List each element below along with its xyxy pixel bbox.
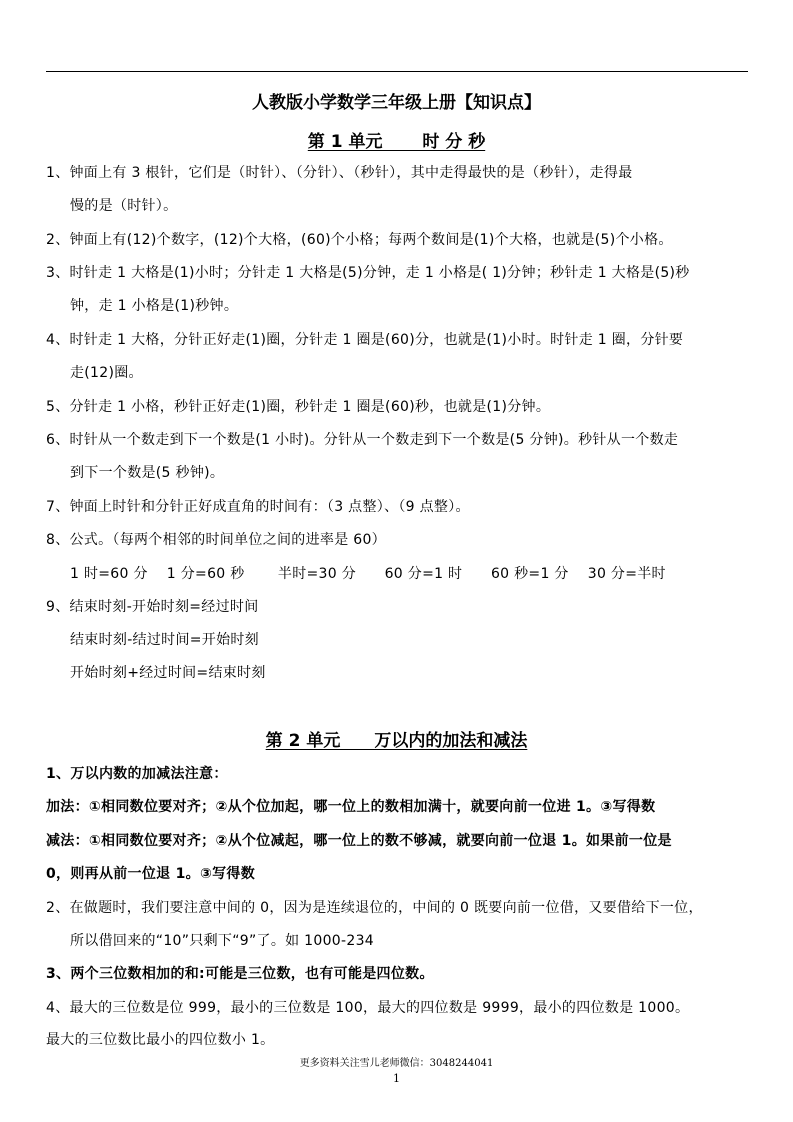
unit1-line: 6、时针从一个数走到下一个数是(1 小时)。分针从一个数走到下一个数是(5 分钟)。秒针从一个数走 — [46, 432, 679, 448]
page-number: 1 — [393, 1072, 400, 1085]
unit1-line: 4、时针走 1 大格，分针正好走(1)圈，分针走 1 圈是(60)分，也就是(1)小时。时针走 1 圈，分针要 — [46, 332, 684, 348]
unit1-line: 3、时针走 1 大格是(1)小时；分针走 1 大格是(5)分钟，走 1 小格是( 1)分钟；秒针走 1 大格是(5)秒 — [46, 265, 690, 281]
unit1-line: 到下一个数是(5 秒钟)。 — [70, 465, 225, 481]
unit2-line: 加法：①相同数位要对齐；②从个位加起，哪一位上的数相加满十，就要向前一位进 1。③写得数 — [46, 799, 656, 815]
unit1-line: 9、结束时刻-开始时刻=经过时间 — [46, 599, 259, 615]
unit1-line: 8、公式。（每两个相邻的时间单位之间的进率是 60） — [46, 532, 386, 548]
unit1-line: 钟，走 1 小格是(1)秒钟。 — [70, 298, 239, 314]
unit1-line: 结束时刻-结过时间=开始时刻 — [70, 632, 259, 648]
unit2-line: 3、两个三位数相加的和:可能是三位数，也有可能是四位数。 — [46, 966, 434, 982]
unit1-line: 开始时刻+经过时间=结束时刻 — [70, 665, 266, 681]
unit2-line: 0，则再从前一位退 1。③写得数 — [46, 866, 256, 882]
unit1-line: 2、钟面上有(12)个数字，(12)个大格，(60)个小格；每两个数间是(1)个大格，也就是(5)个小格。 — [46, 232, 673, 248]
unit2-line: 1、万以内数的加减法注意： — [46, 766, 228, 782]
formula-line: 1 时=60 分 1 分=60 秒 半时=30 分 60 分=1 时 60 秒=1 分 30 分=半时 — [70, 566, 666, 582]
unit1-line: 1、钟面上有 3 根针，它们是（时针）、（分针）、（秒针），其中走得最快的是（秒针），走得最 — [46, 165, 633, 181]
header-rule — [46, 71, 748, 72]
unit2-line: 最大的三位数比最小的四位数小 1。 — [46, 1032, 275, 1048]
unit2-line: 所以借回来的“10”只剩下“9”了。如 1000-234 — [70, 933, 374, 949]
unit1-heading: 第 1 单元 时 分 秒 — [307, 132, 486, 152]
unit2-line: 4、最大的三位数是位 999，最小的三位数是 100，最大的四位数是 9999，最小的四位数是 1000。 — [46, 1000, 690, 1016]
footer-note: 更多资料关注雪儿老师微信：3048244041 — [299, 1058, 494, 1069]
unit2-line: 2、在做题时，我们要注意中间的 0，因为是连续退位的，中间的 0 既要向前一位借，又要借给下一位， — [46, 900, 703, 916]
unit1-line: 5、分针走 1 小格，秒针正好走(1)圈，秒针走 1 圈是(60)秒，也就是(1)分钟。 — [46, 399, 551, 415]
document-title: 人教版小学数学三年级上册【知识点】 — [252, 93, 541, 113]
unit1-line: 慢的是（时针）。 — [70, 198, 178, 214]
unit1-line: 走(12)圈。 — [70, 365, 143, 381]
unit2-heading: 第 2 单元 万以内的加法和减法 — [265, 731, 528, 751]
unit1-line: 7、钟面上时针和分针正好成直角的时间有：（3 点整）、（9 点整）。 — [46, 499, 470, 515]
unit2-line: 减法：①相同数位要对齐；②从个位减起，哪一位上的数不够减，就要向前一位退 1。如果前一位是 — [46, 833, 672, 849]
